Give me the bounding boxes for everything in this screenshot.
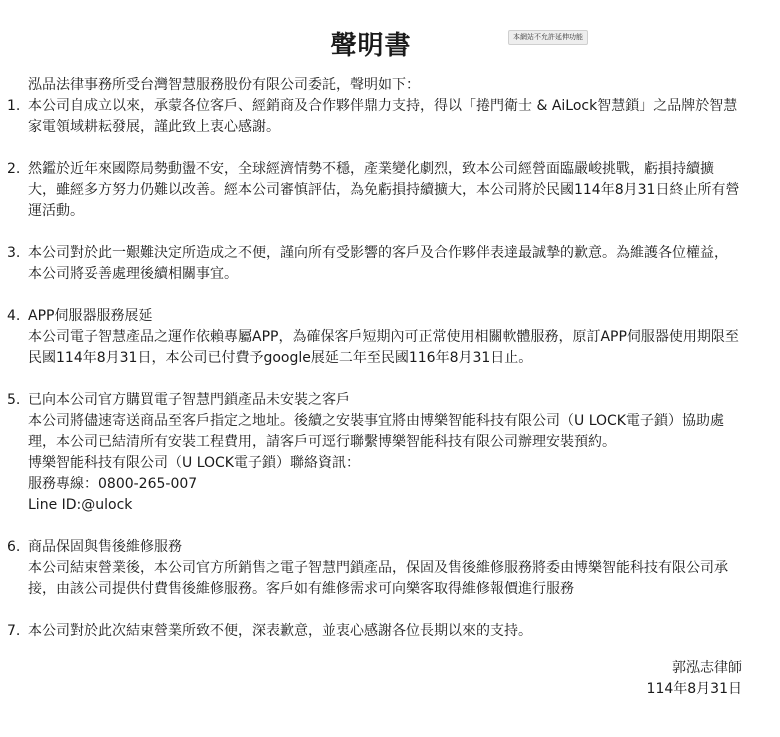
statement-item xyxy=(0,537,750,600)
item-number: 6. xyxy=(7,539,21,555)
item-number: 7. xyxy=(7,623,21,639)
item-number: 2. xyxy=(7,161,21,177)
item-text-line: 本公司將妥善處理後續相關事宜。 xyxy=(28,266,238,282)
item-number: 3. xyxy=(7,245,21,261)
item-text-line: 本公司對於此一艱難決定所造成之不便，謹向所有受影響的客戶及合作夥伴表達最誠摯的歉意。為維護各位權益， xyxy=(28,245,728,261)
statement-item xyxy=(0,96,750,138)
item-text-line: 已向本公司官方購買電子智慧門鎖產品未安裝之客戶 xyxy=(28,392,350,408)
item-text-line: 商品保固與售後維修服務 xyxy=(28,539,182,555)
statement-item xyxy=(0,243,750,285)
item-number: 5. xyxy=(7,392,21,408)
item-text-line: Line ID:@ulock xyxy=(28,497,133,513)
statement-item xyxy=(0,159,750,222)
item-text-line: 本公司電子智慧產品之運作依賴專屬APP，為確保客戶短期內可正常使用相關軟體服務，原訂APP伺服器使用期限至 xyxy=(28,329,739,345)
item-text-line: 接，由該公司提供付費售後維修服務。客戶如有維修需求可向樂客取得維修報價進行服務 xyxy=(28,581,574,597)
item-text-line: 本公司將儘速寄送商品至客戶指定之地址。後續之安裝事宜將由博樂智能科技有限公司（U LOCK電子鎖）協助處 xyxy=(28,413,724,429)
item-text-line: 民國114年8月31日，本公司已付費予google展延二年至民國116年8月31日止。 xyxy=(28,350,533,366)
item-text-line: APP伺服器服務展延 xyxy=(28,308,153,324)
item-number: 4. xyxy=(7,308,21,324)
extension-notice-badge: 本網站不允許延伸功能 xyxy=(508,30,588,45)
statement-item xyxy=(0,621,750,642)
item-text-line: 本公司對於此次結束營業所致不便，深表歉意，並衷心感謝各位長期以來的支持。 xyxy=(28,623,532,639)
item-text-line: 博樂智能科技有限公司（U LOCK電子鎖）聯絡資訊： xyxy=(28,455,360,471)
item-text-line: 運活動。 xyxy=(28,203,84,219)
item-text-line: 本公司結束營業後，本公司官方所銷售之電子智慧門鎖產品，保固及售後維修服務將委由博樂智能科技有限公司承 xyxy=(28,560,728,576)
item-text-line: 然鑑於近年來國際局勢動盪不安，全球經濟情勢不穩，產業變化劇烈，致本公司經營面臨嚴峻挑戰，虧損持續擴 xyxy=(28,161,714,177)
signature-name: 郭泓志律師 xyxy=(672,660,742,676)
item-text-line: 家電領域耕耘發展，謹此致上衷心感謝。 xyxy=(28,119,280,135)
signature-date: 114年8月31日 xyxy=(646,681,742,697)
statement-item xyxy=(0,306,750,369)
item-number: 1. xyxy=(7,98,21,114)
page-title: 聲明書 xyxy=(330,31,412,61)
item-text-line: 大，雖經多方努力仍難以改善。經本公司審慎評估，為免虧損持續擴大，本公司將於民國114年8月31日終止所有營 xyxy=(28,182,740,198)
item-text-line: 理，本公司已結清所有安裝工程費用，請客戶可逕行聯繫博樂智能科技有限公司辦理安裝預約。 xyxy=(28,434,616,450)
item-text-line: 本公司自成立以來，承蒙各位客戶、經銷商及合作夥伴鼎力支持，得以「捲門衛士 & AiLock智慧鎖」之品牌於智慧 xyxy=(28,98,738,114)
intro-text: 泓品法律事務所受台灣智慧服務股份有限公司委託，聲明如下： xyxy=(28,77,420,93)
signature-block xyxy=(647,658,742,700)
statement-item xyxy=(0,390,750,516)
statement-list xyxy=(0,96,750,663)
item-text-line: 服務專線：0800-265-007 xyxy=(28,476,198,492)
